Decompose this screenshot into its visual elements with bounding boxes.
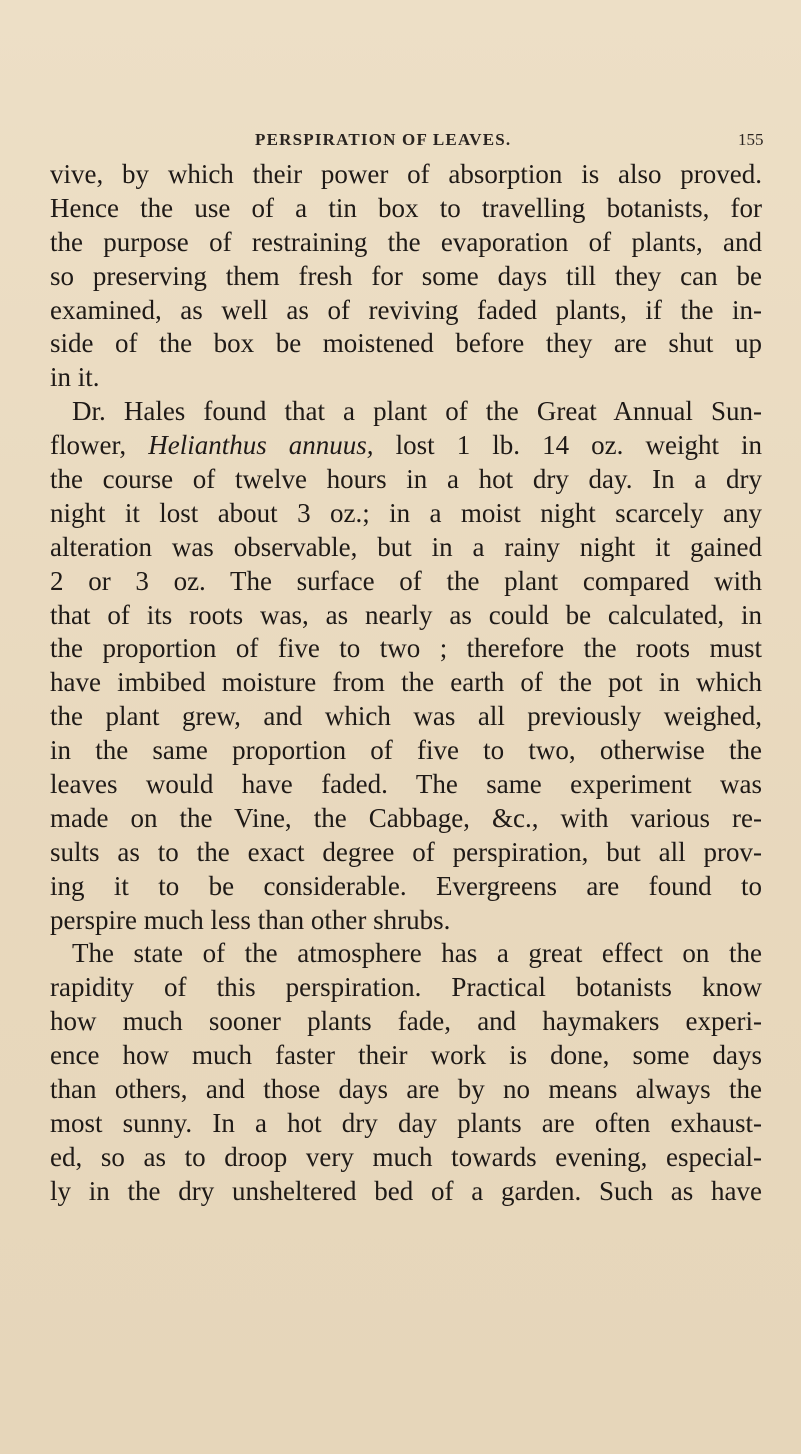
- text-line: alteration was observable, but in a rainy night it gained: [50, 531, 762, 562]
- text-line: examined, as well as of reviving faded plants, if the in-: [50, 294, 762, 325]
- text-line: so preserving them fresh for some days till they can be: [50, 260, 762, 291]
- text-line: 2 or 3 oz. The surface of the plant compared with: [50, 565, 762, 596]
- page-number: 155: [738, 130, 764, 149]
- text-line: night it lost about 3 oz.; in a moist night scarcely any: [50, 497, 762, 528]
- text-fragment: flower,: [50, 430, 127, 461]
- text-line: perspire much less than other shrubs.: [50, 904, 451, 935]
- text-line: ing it to be considerable. Evergreens are found to: [50, 870, 762, 901]
- text-line: side of the box be moistened before they are shut up: [50, 328, 762, 359]
- body-text: [50, 158, 762, 1209]
- text-line: ed, so as to droop very much towards evening, especial-: [50, 1141, 762, 1172]
- text-line: Dr. Hales found that a plant of the Great Annual Sun-: [72, 396, 762, 427]
- running-head: PERSPIRATION OF LEAVES.: [255, 130, 512, 149]
- text-line: the plant grew, and which was all previously weighed,: [50, 701, 762, 732]
- text-line: rapidity of this perspiration. Practical botanists know: [50, 972, 762, 1003]
- text-line: The state of the atmosphere has a great effect on the: [72, 938, 762, 969]
- text-line: [50, 429, 762, 463]
- text-line: Hence the use of a tin box to travelling botanists, for: [50, 192, 762, 223]
- text-line: how much sooner plants fade, and haymakers experi-: [50, 1006, 762, 1037]
- text-line: the purpose of restraining the evaporation of plants, and: [50, 226, 762, 257]
- text-line: vive, by which their power of absorption is also proved.: [50, 159, 762, 189]
- text-line: that of its roots was, as nearly as could be calculated, in: [50, 599, 762, 630]
- text-line: ly in the dry unsheltered bed of a garden. Such as have: [50, 1175, 762, 1206]
- text-line: than others, and those days are by no means always the: [50, 1074, 762, 1105]
- text-line: most sunny. In a hot dry day plants are often exhaust-: [50, 1107, 762, 1138]
- text-line: in it.: [50, 362, 100, 393]
- text-line: sults as to the exact degree of perspiration, but all prov-: [50, 836, 762, 867]
- page-header: [0, 100, 801, 149]
- text-line: the course of twelve hours in a hot dry day. In a dry: [50, 464, 762, 495]
- text-line: ence how much faster their work is done, some days: [50, 1040, 762, 1071]
- text-line: the proportion of five to two ; therefore the roots must: [50, 633, 762, 664]
- species-name: Helianthus annuus,: [148, 430, 374, 461]
- text-line: in the same proportion of five to two, otherwise the: [50, 735, 762, 766]
- text-fragment: lost 1 lb. 14 oz. weight in: [395, 430, 763, 461]
- text-line: made on the Vine, the Cabbage, &c., with various re-: [50, 802, 762, 833]
- text-line: have imbibed moisture from the earth of the pot in which: [50, 667, 762, 698]
- text-line: leaves would have faded. The same experiment was: [50, 769, 762, 800]
